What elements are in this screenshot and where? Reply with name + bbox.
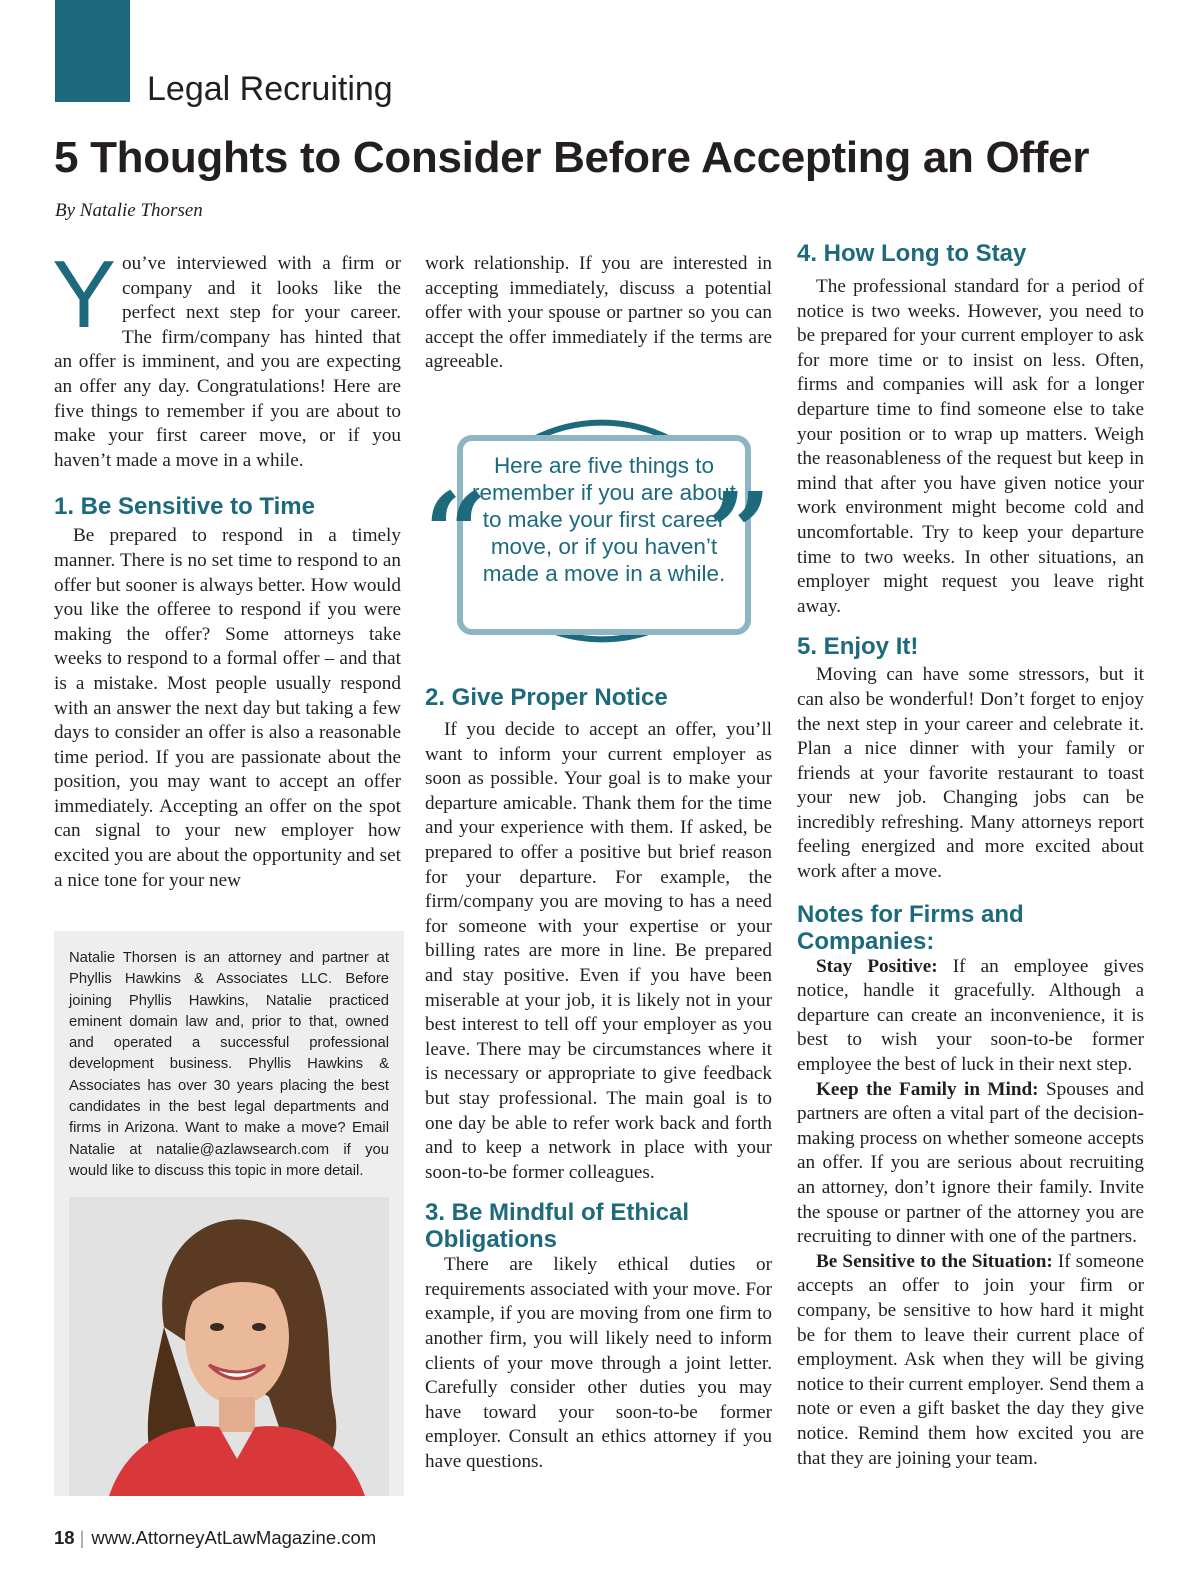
note-item bbox=[797, 955, 1144, 1078]
note-lead: Be Sensitive to the Situation: bbox=[816, 1250, 1053, 1272]
section-accent-block bbox=[55, 0, 130, 102]
section-3-heading: 3. Be Mindful of Ethical Obligations bbox=[425, 1199, 690, 1254]
note-item bbox=[797, 1078, 1144, 1250]
page-footer bbox=[54, 1527, 376, 1549]
intro-paragraph bbox=[52, 241, 401, 473]
note-text: Spouses and partners are often a vital part of the decision-making process on whether someone accepts an offer. If you are serious about recruiting an attorney, don’t ignore their family. Invite the spouse or partner of the attorney you are recruiting to dinner with one of the partners. bbox=[797, 1078, 1145, 1248]
section-3-text: There are likely ethical duties or requirements associated with your move. For example, if you are moving from one firm to another firm, you will likely need to inform clients of your move through a joint letter. Carefully consider other duties you may have toward your soon-to-be former employer. Consult an ethics attorney if you have questions. bbox=[425, 1254, 772, 1473]
note-lead: Keep the Family in Mind: bbox=[816, 1078, 1039, 1100]
byline: By Natalie Thorsen bbox=[55, 200, 203, 221]
section-1-continued: work relationship. If you are interested in accepting immediately, discuss a potential offer with your spouse or partner so you can accept the offer immediately if the terms are agreeable. bbox=[425, 253, 772, 373]
author-portrait-illustration bbox=[69, 1197, 389, 1496]
note-item bbox=[797, 1250, 1144, 1471]
section-1-text: Be prepared to respond in a timely manner. There is no set time to respond to an offer but sooner is always better. How would you like the offeree to respond if you were making the offer? Some attorneys take weeks to respond to a formal offer – and that is a mistake. Most people usually respond with an answer the next day but taking a few days to consider an offer is also a reasonable time period. If you are passionate about the position, you may want to accept an offer immediately. Accepting an offer on the spot can signal to your new employer how excited you are about the opportunity and set a nice tone for your new bbox=[54, 525, 401, 891]
magazine-url[interactable]: www.AttorneyAtLawMagazine.com bbox=[91, 1527, 377, 1548]
column-2 bbox=[425, 252, 772, 375]
note-lead: Stay Positive: bbox=[816, 955, 938, 977]
column-2-lower bbox=[425, 684, 772, 1475]
author-photo bbox=[69, 1197, 389, 1496]
section-label: Legal Recruiting bbox=[147, 70, 393, 108]
pullquote-text: Here are five things to remember if you are about to make your first career move, or if you haven’t made a move in a while. bbox=[472, 453, 736, 586]
note-text: If someone accepts an offer to join your firm or company, be sensitive to how hard it might be for them to leave their current place of employment. Ask when they will be giving notice to their current employer. Send them a note or even a gift basket the day they give notice. Remind them how excited you are that they are joining your team. bbox=[797, 1250, 1144, 1469]
section-2-text: If you decide to accept an offer, you’ll want to inform your current employer as soon as possible. Your goal is to make your departure amicable. Thank them for the time and your experience with them. If asked, be prepared to offer a positive but brief reason for your departure. For example, the firm/company you are moving to has a need for someone with your expertise or your billing rates are more in line. Be prepared and stay positive. Even if you have been miserable at your job, it is likely not in your best interest to tell off your employer as you leave. There may be circumstances where it is necessary or appropriate to give feedback but stay professional. The main goal is to one day be able to refer work back and forth and to keep a network in place with your soon-to-be former colleagues. bbox=[425, 719, 772, 1183]
section-1-heading: 1. Be Sensitive to Time bbox=[54, 493, 315, 521]
notes-heading: Notes for Firms and Companies: bbox=[797, 900, 1024, 955]
section-5-text: Moving can have some stressors, but it can also be wonderful! Don’t forget to enjoy the next step in your career and celebrate it. Plan a nice dinner with your family or friends at your favorite restaurant to toast your new job. Changing jobs can be incredibly refreshing. Many attorneys report feeling energized and more excited about work after a move. bbox=[797, 664, 1144, 883]
section-5-heading: 5. Enjoy It! bbox=[797, 633, 919, 661]
section-4-text: The professional standard for a period of notice is two weeks. However, you need to be prepared for your current employer to ask for more time or to insist on less. Often, firms and companies will ask for a longer departure time to find someone else to take your position or to wrap up matters. Weigh the reasonableness of the request but keep in mind that after you have given notice your work environment might become cold and uncomfortable. Try to keep your departure time to two weeks. In other situations, an employer might request you leave right away. bbox=[797, 276, 1144, 617]
author-bio-text: Natalie Thorsen is an attorney and partner at Phyllis Hawkins & Associates LLC. Before joining Phyllis Hawkins, Natalie practiced eminent domain law and, prior to that, owned and operated a successful professional development business. Phyllis Hawkins & Associates has over 30 years placing the best candidates in the best legal departments and firms in Arizona. Want to make a move? Email Natalie at natalie@azlawsearch.com if you would like to discuss this topic in more detail. bbox=[69, 950, 389, 1179]
drop-cap: Y bbox=[52, 241, 117, 348]
open-quote-mark: “ bbox=[424, 468, 488, 597]
article-title: 5 Thoughts to Consider Before Accepting an Offer bbox=[54, 133, 1090, 182]
close-quote-mark: ” bbox=[708, 468, 772, 597]
section-4-heading: 4. How Long to Stay bbox=[797, 240, 1027, 267]
note-text: If an employee gives notice, handle it gracefully. Although a departure can create an inconvenience, it is best to wish your soon-to-be former employee the best of luck in their next step. bbox=[797, 955, 1144, 1076]
footer-separator: | bbox=[79, 1527, 85, 1548]
intro-text: ou’ve interviewed with a firm or company and it looks like the perfect next step for your career. The firm/company has hinted that an offer is imminent, and you are expecting an offer any day. Congratulations! Here are five things to remember if you are about to make your first career move, or if you haven’t made a move in a while. bbox=[54, 253, 401, 471]
page-number: 18 bbox=[54, 1527, 75, 1548]
column-1 bbox=[52, 241, 401, 893]
section-2-heading: 2. Give Proper Notice bbox=[425, 684, 668, 711]
column-3 bbox=[797, 240, 1144, 1471]
